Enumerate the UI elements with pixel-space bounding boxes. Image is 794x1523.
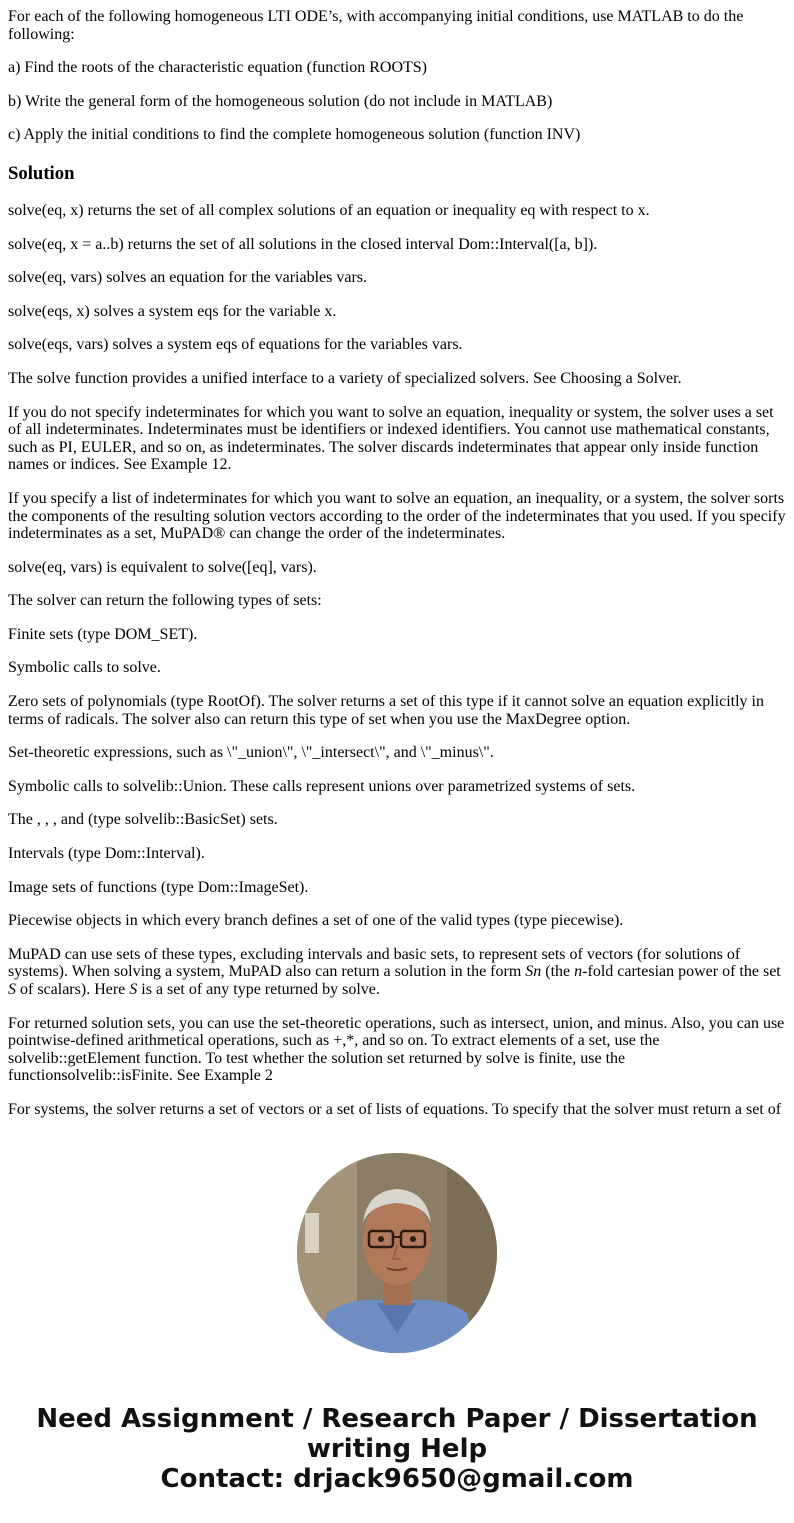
paragraph: For returned solution sets, you can use the set-theoretic operations, such as intersect, union, and minus. Also, you can use pointwise-defined arithmetical operations, such as +,*, and so on. To extract elements of a set, use the solvelib::getElement function. To test whether the solution set returned by solve is finite, use the functionsolvelib::isFinite. See Example 2 <box>8 1014 785 1085</box>
cta-line-1: Need Assignment / Research Paper / Dissertation <box>36 1404 758 1434</box>
task-a: a) Find the roots of the characteristic equation (function ROOTS) <box>8 59 427 77</box>
paragraph: Image sets of functions (type Dom::ImageSet). <box>8 878 309 896</box>
paragraph: solve(eq, x) returns the set of all complex solutions of an equation or inequality eq with respect to x. <box>8 201 650 219</box>
paragraph: Set-theoretic expressions, such as \"_union\", \"_intersect\", and \"_minus\". <box>8 744 494 762</box>
cta-line-2: writing Help <box>306 1434 488 1464</box>
paragraph: Intervals (type Dom::Interval). <box>8 845 205 863</box>
paragraph: solve(eqs, vars) solves a system eqs of equations for the variables vars. <box>8 336 463 354</box>
paragraph: solve(eq, x = a..b) returns the set of all solutions in the closed interval Dom::Interval([a, b]). <box>8 235 598 253</box>
cta-contact-email: Contact: drjack9650@gmail.com <box>160 1464 634 1494</box>
solution-heading: Solution <box>8 162 75 184</box>
avatar-portrait-image <box>297 1153 497 1353</box>
paragraph: solve(eq, vars) is equivalent to solve([eq], vars). <box>8 558 317 576</box>
paragraph: The solver can return the following types of sets: <box>8 592 322 610</box>
paragraph: Piecewise objects in which every branch defines a set of one of the valid types (type piecewise). <box>8 912 624 930</box>
paragraph-cartesian-power: MuPAD can use sets of these types, excluding intervals and basic sets, to represent sets of vectors (for solutions of systems). When solving a system, MuPAD also can return a solution in the form Sn (the n-fold cartesian power of the set S of scalars). Here S is a set of any type returned by solve. <box>8 945 781 998</box>
paragraph: solve(eqs, x) solves a system eqs for the variable x. <box>8 302 337 320</box>
task-b: b) Write the general form of the homogeneous solution (do not include in MATLAB) <box>8 92 553 110</box>
paragraph: The solve function provides a unified interface to a variety of specialized solvers. See Choosing a Solver. <box>8 369 682 387</box>
paragraph: solve(eq, vars) solves an equation for the variables vars. <box>8 269 367 287</box>
task-c: c) Apply the initial conditions to find the complete homogeneous solution (function INV) <box>8 126 581 144</box>
paragraph: Finite sets (type DOM_SET). <box>8 625 198 643</box>
author-avatar <box>297 1153 497 1353</box>
paragraph: Zero sets of polynomials (type RootOf). The solver returns a set of this type if it cannot solve an equation explicitly in terms of radicals. The solver also can return this type of set when you use the MaxDegree option. <box>8 693 764 728</box>
paragraph: If you specify a list of indeterminates for which you want to solve an equation, an inequality, or a system, the solver sorts the components of the resulting solution vectors according to the order of the indeterminates that you used. If you specify indeterminates as a set, MuPAD® can change the order of the indeterminates. <box>8 489 786 543</box>
paragraph: Symbolic calls to solvelib::Union. These calls represent unions over parametrized systems of sets. <box>8 777 636 795</box>
paragraph: If you do not specify indeterminates for which you want to solve an equation, inequality or system, the solver uses a set of all indeterminates. Indeterminates must be identifiers or indexed identifiers. You cannot use mathematical constants, such as PI, EULER, and so on, as indeterminates. The solver discards indeterminates that appear only inside function names or indices. See Example 12. <box>8 403 774 474</box>
paragraph: The , , , and (type solvelib::BasicSet) sets. <box>8 811 278 829</box>
paragraph-truncated: For systems, the solver returns a set of vectors or a set of lists of equations. To specify that the solver must return a set of <box>8 1100 782 1118</box>
intro-paragraph: For each of the following homogeneous LTI ODE’s, with accompanying initial conditions, use MATLAB to do the following: <box>8 8 744 43</box>
paragraph: Symbolic calls to solve. <box>8 659 161 677</box>
cta-banner <box>0 1404 794 1494</box>
article-content <box>8 0 788 1124</box>
